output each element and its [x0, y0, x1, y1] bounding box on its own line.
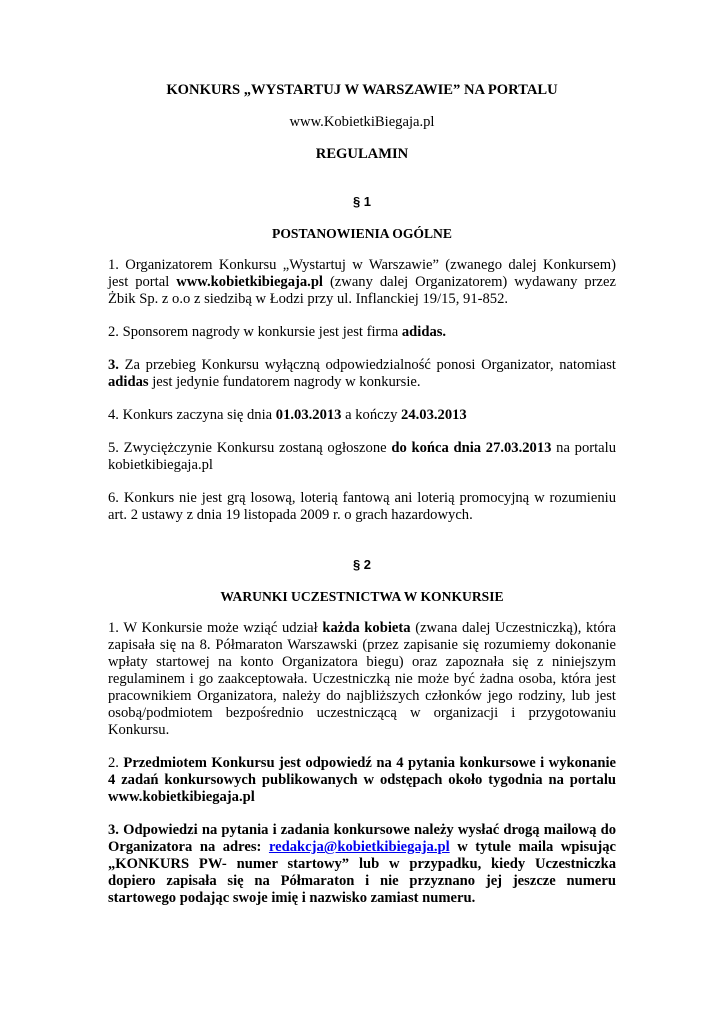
section-2-paragraph-2: 2. Przedmiotem Konkursu jest odpowiedź na 4 pytania konkursowe i wykonanie 4 zadań konkursowych publikowanych w odstępach około tygodnia na portalu www.kobietkibiegaja.pl	[108, 755, 616, 805]
section-1-paragraph-3: 3. Za przebieg Konkursu wyłączną odpowiedzialność ponosi Organizator, natomiast adidas jest jedynie fundatorem nagrody w konkursie.	[108, 357, 616, 390]
section-1-paragraph-1: 1. Organizatorem Konkursu „Wystartuj w Warszawie” (zwanego dalej Konkursem) jest portal www.kobietkibiegaja.pl (zwany dalej Organizatorem) wydawany przez Żbik Sp. z o.o z siedzibą w Łodzi przy ul. Inflanckiej 19/15, 91-852.	[108, 257, 616, 307]
document-page	[108, 82, 616, 923]
section-1-paragraph-6: 6. Konkurs nie jest grą losową, loterią fantową ani loterią promocyjną w rozumieniu art. 2 ustawy z dnia 19 listopada 2009 r. o grach hazardowych.	[108, 490, 616, 523]
document-title: KONKURS „WYSTARTUJ W WARSZAWIE” NA PORTALU	[166, 82, 558, 98]
email-link[interactable]: redakcja@kobietkibiegaja.pl	[268, 839, 450, 855]
section-1-paragraph-5: 5. Zwyciężczynie Konkursu zostaną ogłoszone do końca dnia 27.03.2013 na portalu kobietkibiegaja.pl	[108, 440, 616, 473]
section-1-number: § 1	[352, 194, 372, 209]
section-2-title: WARUNKI UCZESTNICTWA W KONKURSIE	[220, 589, 504, 604]
section-2-paragraph-3: 3. Odpowiedzi na pytania i zadania konkursowe należy wysłać drogą mailową do Organizatora na adres: redakcja@kobietkibiegaja.pl w tytule maila wpisując „KONKURS PW- numer startowy” lub w przypadku, kiedy Uczestniczka dopiero zapisała się na Półmaraton i nie przyznano jej jeszcze numeru startowego podając swoje imię i nazwisko zamiast numeru.	[108, 822, 616, 906]
section-2-number: § 2	[352, 557, 372, 572]
section-1-paragraph-2: 2. Sponsorem nagrody w konkursie jest jest firma adidas.	[108, 324, 447, 340]
section-1-title: POSTANOWIENIA OGÓLNE	[272, 226, 452, 241]
regulations-heading: REGULAMIN	[315, 146, 409, 162]
spacer	[108, 540, 616, 556]
section-1-paragraph-4: 4. Konkurs zaczyna się dnia 01.03.2013 a kończy 24.03.2013	[108, 407, 467, 423]
section-2-paragraph-1: 1. W Konkursie może wziąć udział każda kobieta (zwana dalej Uczestniczką), która zapisała się na 8. Półmaraton Warszawski (przez zapisanie się rozumiemy dokonanie wpłaty startowej na konto Organizatora biegu) oraz zapoznała się z niniejszym regulaminem i go zaakceptowała. Uczestniczką nie może być żadna osoba, która jest pracownikiem Organizatora, należy do najbliższych członków jego rodziny, lub jest osobą/podmiotem bezpośrednio uczestniczącą w organizacji i przygotowaniu Konkursu.	[108, 620, 616, 738]
website-line: www.KobietkiBiegaja.pl	[289, 114, 435, 130]
